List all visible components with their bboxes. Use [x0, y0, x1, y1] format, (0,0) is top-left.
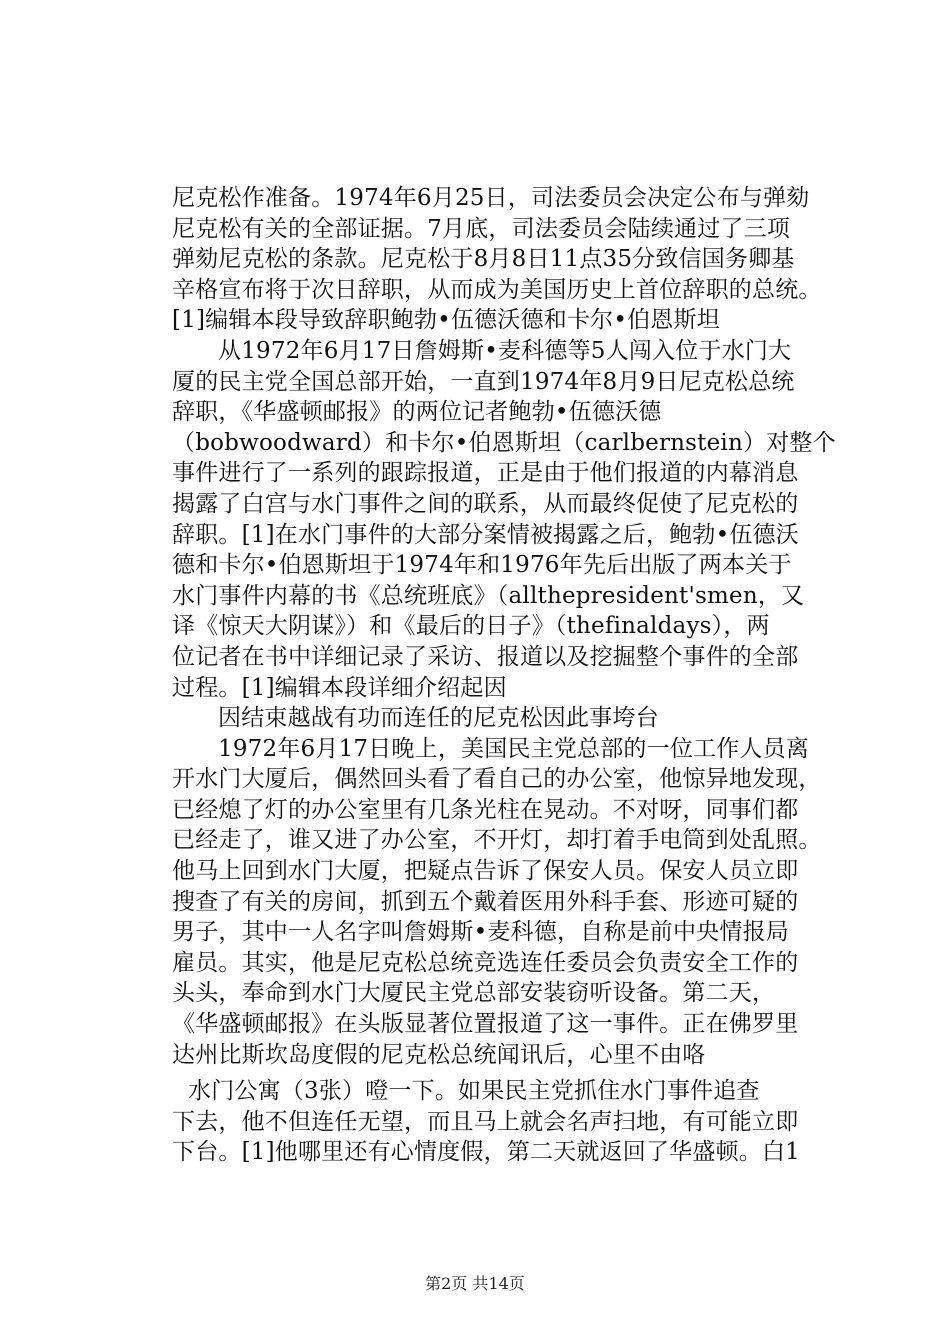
body-text	[172, 183, 852, 1168]
text-line: 男子，其中一人名字叫詹姆斯•麦科德，自称是前中央情报局	[172, 919, 789, 946]
text-line: 头头，奉命到水门大厦民主党总部安装窃听设备。第二天，	[172, 980, 776, 1007]
text-line: 水门事件内幕的书《总统班底》（allthepresident'smen，又	[172, 582, 805, 609]
text-line: 厦的民主党全国总部开始，一直到1974年8月9日尼克松总统	[172, 368, 795, 395]
text-line: 尼克松作准备。1974年6月25日，司法委员会决定公布与弹劾	[172, 185, 810, 211]
text-line: 他马上回到水门大厦，把疑点告诉了保安人员。保安人员立即	[172, 858, 799, 885]
text-line: 开水门大厦后，偶然回头看了看自己的办公室，他惊异地发现，	[172, 766, 822, 793]
page-number: 第2页 共14页	[425, 1274, 525, 1293]
text-line: 过程。[1]编辑本段详细介绍起因	[172, 674, 507, 701]
text-line: 从1972年6月17日詹姆斯•麦科德等5人闯入位于水门大	[218, 337, 792, 364]
text-line: 德和卡尔•伯恩斯坦于1974年和1976年先后出版了两本关于	[172, 552, 792, 579]
text-line: 因结束越战有功而连任的尼克松因此事垮台	[218, 705, 659, 732]
text-line: 事件进行了一系列的跟踪报道，正是由于他们报道的内幕消息	[172, 460, 799, 487]
text-line: 位记者在书中详细记录了采访、报道以及挖掘整个事件的全部	[172, 643, 799, 670]
text-line: 已经走了，谁又进了办公室，不开灯，却打着手电筒到处乱照。	[172, 827, 822, 854]
text-line: 《华盛顿邮报》在头版显著位置报道了这一事件。正在佛罗里	[172, 1011, 799, 1038]
text-line: 辞职，《华盛顿邮报》的两位记者鲍勃•伍德沃德	[172, 399, 662, 426]
text-line: 弹劾尼克松的条款。尼克松于8月8日11点35分致信国务卿基	[172, 246, 795, 273]
text-line: （bobwoodward）和卡尔•伯恩斯坦（carlbernstein）对整个	[172, 429, 836, 456]
text-line: 已经熄了灯的办公室里有几条光柱在晃动。不对呀，同事们都	[172, 796, 799, 823]
text-line: 雇员。其实，他是尼克松总统竞选连任委员会负责安全工作的	[172, 949, 799, 976]
text-line: 辞职。[1]在水门事件的大部分案情被揭露之后，鲍勃•伍德沃	[172, 521, 799, 548]
text-line: 尼克松有关的全部证据。7月底，司法委员会陆续通过了三项	[172, 215, 791, 242]
text-line: 1972年6月17日晚上，美国民主党总部的一位工作人员离	[218, 735, 810, 762]
text-line: 达州比斯坎岛度假的尼克松总统闻讯后，心里不由咯	[172, 1041, 706, 1068]
text-line: 译《惊天大阴谋》）和《最后的日子》（thefinaldays），两	[172, 613, 770, 640]
text-line: [1]编辑本段导致辞职鲍勃•伍德沃德和卡尔•伯恩斯坦	[172, 307, 720, 334]
text-line: 下去，他不但连任无望，而且马上就会名声扫地，有可能立即	[172, 1108, 799, 1135]
text-line: 搜查了有关的房间，抓到五个戴着医用外科手套、形迹可疑的	[172, 888, 799, 915]
text-line: 辛格宣布将于次日辞职，从而成为美国历史上首位辞职的总统。	[172, 276, 822, 303]
text-line: 下台。[1]他哪里还有心情度假，第二天就返回了华盛顿。白1	[172, 1139, 801, 1166]
text-line: 水门公寓（3张）噔一下。如果民主党抓住水门事件追查	[188, 1078, 760, 1105]
text-line: 揭露了白宫与水门事件之间的联系，从而最终促使了尼克松的	[172, 490, 799, 517]
